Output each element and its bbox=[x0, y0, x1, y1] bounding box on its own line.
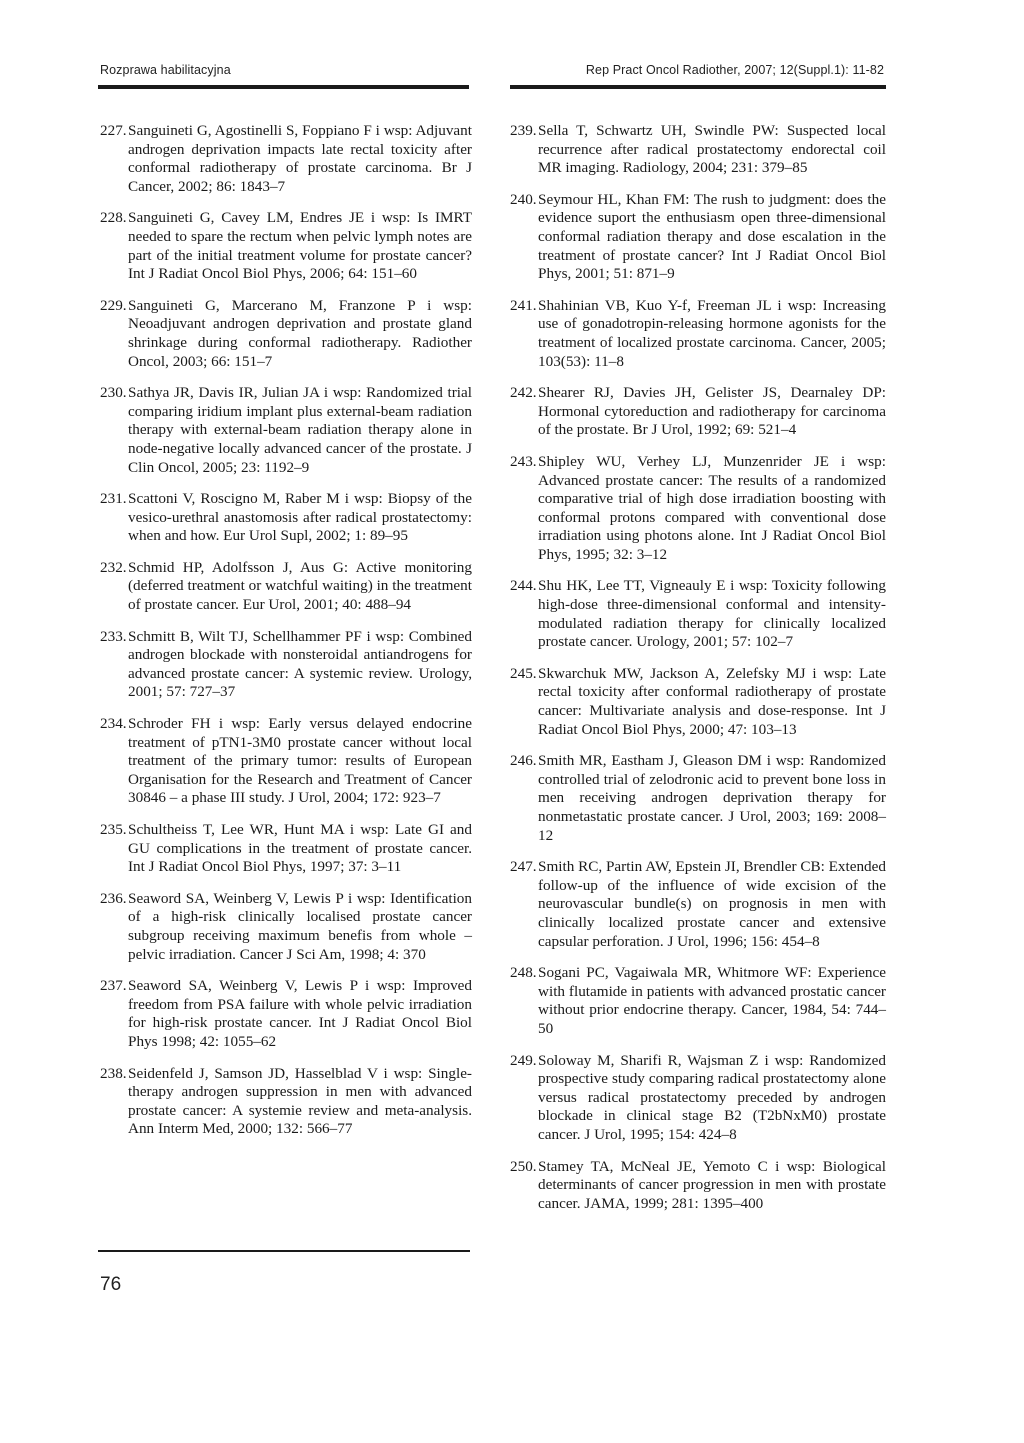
reference-item bbox=[100, 297, 472, 371]
reference-item bbox=[510, 453, 886, 565]
reference-number: 236. bbox=[100, 889, 127, 907]
reference-item bbox=[100, 977, 472, 1051]
reference-number: 230. bbox=[100, 384, 127, 402]
reference-number: 247. bbox=[510, 858, 537, 876]
reference-number: 228. bbox=[100, 209, 127, 227]
reference-number: 245. bbox=[510, 664, 537, 682]
reference-number: 248. bbox=[510, 964, 537, 982]
page-number: 76 bbox=[100, 1274, 122, 1295]
reference-item bbox=[100, 490, 472, 546]
reference-item bbox=[510, 665, 886, 739]
reference-number: 232. bbox=[100, 558, 127, 576]
reference-item bbox=[510, 858, 886, 951]
reference-text: Sella T, Schwartz UH, Swindle PW: Suspected local recurrence after radical prostatectomy endorectal coil MR imaging. Radiology, 2004; 231: 379–85 bbox=[538, 122, 886, 177]
reference-text: Soloway M, Sharifi R, Wajsman Z i wsp: Randomized prospective study comparing radical prostatectomy alone versus radical prostatectomy preceded by androgen blockade in clinical stage B2 (T2bNxM0) prostate cancer. J Urol, 1995; 154: 424–8 bbox=[538, 1051, 886, 1143]
reference-item bbox=[100, 821, 472, 877]
reference-number: 237. bbox=[100, 977, 127, 995]
reference-text: Schmitt B, Wilt TJ, Schellhammer PF i wsp: Combined androgen blockade with nonsteroidal antiandrogens for advanced prostate cancer: A systemic review. Urology, 2001; 57: 727–37 bbox=[128, 627, 472, 701]
reference-item bbox=[510, 964, 886, 1038]
reference-item bbox=[510, 1158, 886, 1214]
reference-number: 250. bbox=[510, 1157, 537, 1175]
reference-number: 227. bbox=[100, 122, 127, 139]
reference-text: Sanguineti G, Agostinelli S, Foppiano F i wsp: Adjuvant androgen deprivation impacts late rectal toxicity after conformal radiotherapy of prostate carcinoma. Br J Cancer, 2002; 86: 1843–7 bbox=[128, 122, 472, 195]
reference-number: 244. bbox=[510, 577, 537, 595]
reference-text: Seidenfeld J, Samson JD, Hasselblad V i wsp: Single-therapy androgen suppression in men with advanced prostate cancer: A systemie review and meta-analysis. Ann Interm Med, 2000; 132: 566–77 bbox=[128, 1064, 472, 1138]
reference-number: 229. bbox=[100, 296, 127, 314]
reference-item bbox=[510, 752, 886, 845]
reference-number: 238. bbox=[100, 1064, 127, 1082]
running-header-right: Rep Pract Oncol Radiother, 2007; 12(Suppl.1): 11-82 bbox=[585, 63, 884, 77]
reference-text: Smith RC, Partin AW, Epstein JI, Brendler CB: Extended follow-up of the influence of wide excision of the neurovascular bundle(s) on prognosis in men with clinically localized prostate cancer and extensive capsular perforation. J Urol, 1996; 156: 454–8 bbox=[538, 858, 886, 950]
reference-number: 242. bbox=[510, 384, 537, 402]
reference-number: 249. bbox=[510, 1051, 537, 1069]
reference-number: 243. bbox=[510, 452, 537, 470]
reference-number: 231. bbox=[100, 490, 127, 508]
reference-number: 241. bbox=[510, 296, 537, 314]
reference-text: Schmid HP, Adolfsson J, Aus G: Active monitoring (deferred treatment or watchful waiting) in the treatment of prostate cancer. Eur Urol, 2001; 40: 488–94 bbox=[128, 558, 472, 614]
reference-item bbox=[510, 384, 886, 440]
reference-number: 240. bbox=[510, 190, 537, 208]
header-rule-left bbox=[98, 85, 469, 89]
reference-text: Shu HK, Lee TT, Vigneauly E i wsp: Toxicity following high-dose three-dimensional conformal and intensity-modulated radiation therapy for clinically localized prostate cancer. Urology, 2001; 57: 102–7 bbox=[538, 577, 886, 651]
reference-number: 234. bbox=[100, 715, 127, 733]
reference-text: Skwarchuk MW, Jackson A, Zelefsky MJ i wsp: Late rectal toxicity after conformal radiotherapy of prostate cancer: Multivariate analysis and dose-response. Int J Radiat Oncol Biol Phys, 2000; 47: 103–13 bbox=[538, 664, 886, 738]
reference-item bbox=[100, 628, 472, 702]
reference-item bbox=[100, 1065, 472, 1139]
reference-text: Stamey TA, McNeal JE, Yemoto C i wsp: Biological determinants of cancer progression in men with prostate cancer. JAMA, 1999; 281: 1395–400 bbox=[538, 1157, 886, 1212]
reference-text: Seaword SA, Weinberg V, Lewis P i wsp: Improved freedom from PSA failure with whole pelvic irradiation for high-risk prostate cancer. Int J Radiat Oncol Biol Phys 1998; 42: 1055–62 bbox=[128, 977, 472, 1050]
reference-text: Sanguineti G, Cavey LM, Endres JE i wsp: Is IMRT needed to spare the rectum when pelvic lymph notes are part of the initial treatment volume for prostate cancer? Int J Radiat Oncol Biol Phys, 2006; 64: 151–60 bbox=[128, 209, 472, 283]
reference-item bbox=[510, 577, 886, 651]
reference-number: 246. bbox=[510, 752, 537, 770]
reference-text: Seymour HL, Khan FM: The rush to judgment: does the evidence suport the enthusiasm open three-dimensional conformal radiation therapy and dose escalation in the treatment of prostate cancer? Int J Radiat Oncol Biol Phys, 2001; 51: 871–9 bbox=[538, 190, 886, 283]
reference-text: Smith MR, Eastham J, Gleason DM i wsp: Randomized controlled trial of zelodronic acid to prevent bone loss in men receiving androgen deprivation therapy for nonmetastatic prostate cancer. J Urol, 2003; 169: 2008–12 bbox=[538, 752, 886, 844]
reference-item bbox=[100, 559, 472, 615]
reference-text: Scattoni V, Roscigno M, Raber M i wsp: Biopsy of the vesico-urethral anastomosis after radical prostatectomy: when and how. Eur Urol Supl, 2002; 1: 89–95 bbox=[128, 490, 472, 545]
reference-text: Shipley WU, Verhey LJ, Munzenrider JE i wsp: Advanced prostate cancer: The results of a randomized comparative trial of high dose irradiation boosting with conformal protons compared with conventional dose irradiation using photons alone. Int J Radiat Oncol Biol Phys, 1995; 32: 3–12 bbox=[538, 452, 886, 563]
reference-text: Sanguineti G, Marcerano M, Franzone P i wsp: Neoadjuvant androgen deprivation and prostate gland shrinkage during conformal radiotherapy. Radiother Oncol, 2003; 66: 151–7 bbox=[128, 296, 472, 370]
reference-item bbox=[100, 384, 472, 477]
reference-item bbox=[510, 191, 886, 284]
references-column-right bbox=[510, 122, 886, 1226]
reference-number: 233. bbox=[100, 627, 127, 645]
reference-item bbox=[100, 715, 472, 808]
reference-item bbox=[510, 1052, 886, 1145]
reference-item bbox=[510, 122, 886, 178]
header-rule-right bbox=[510, 85, 886, 89]
reference-number: 235. bbox=[100, 821, 127, 838]
reference-text: Shearer RJ, Davies JH, Gelister JS, Dearnaley DP: Hormonal cytoreduction and radiotherapy for carcinoma of the prostate. Br J Urol, 1992; 69: 521–4 bbox=[538, 384, 886, 439]
reference-item bbox=[100, 890, 472, 964]
running-header-left: Rozprawa habilitacyjna bbox=[100, 63, 231, 77]
reference-item bbox=[100, 209, 472, 283]
footer-rule bbox=[98, 1250, 470, 1252]
reference-item bbox=[510, 297, 886, 371]
reference-text: Shahinian VB, Kuo Y-f, Freeman JL i wsp: Increasing use of gonadotropin-releasing hormone agonists for the treatment of localized prostate carcinoma. Cancer, 2005; 103(53): 11–8 bbox=[538, 296, 886, 370]
references-column-left bbox=[100, 122, 472, 1152]
reference-text: Sogani PC, Vagaiwala MR, Whitmore WF: Experience with flutamide in patients with advanced prostatic cancer without prior endocrine therapy. Cancer, 1984, 54: 744–50 bbox=[538, 964, 886, 1037]
reference-text: Sathya JR, Davis IR, Julian JA i wsp: Randomized trial comparing iridium implant plus external-beam radiation therapy with external-beam radiation therapy alone in node-negative locally advanced cancer of the prostate. J Clin Oncol, 2005; 23: 1192–9 bbox=[128, 384, 472, 476]
reference-number: 239. bbox=[510, 122, 537, 139]
reference-text: Schultheiss T, Lee WR, Hunt MA i wsp: Late GI and GU complications in the treatment of prostate cancer. Int J Radiat Oncol Biol Phys, 1997; 37: 3–11 bbox=[128, 821, 472, 876]
reference-text: Seaword SA, Weinberg V, Lewis P i wsp: Identification of a high-risk clinically localised prostate cancer subgroup receiving maximum benefis from whole – pelvic irradiation. Cancer J Sci Am, 1998; 4: 370 bbox=[128, 889, 472, 963]
reference-item bbox=[100, 122, 472, 196]
reference-text: Schroder FH i wsp: Early versus delayed endocrine treatment of pTN1-3M0 prostate cancer without local treatment of the primary tumor: results of European Organisation for the Research and Treatment of Cancer 30846 – a phase III study. J Urol, 2004; 172: 923–7 bbox=[128, 715, 472, 807]
